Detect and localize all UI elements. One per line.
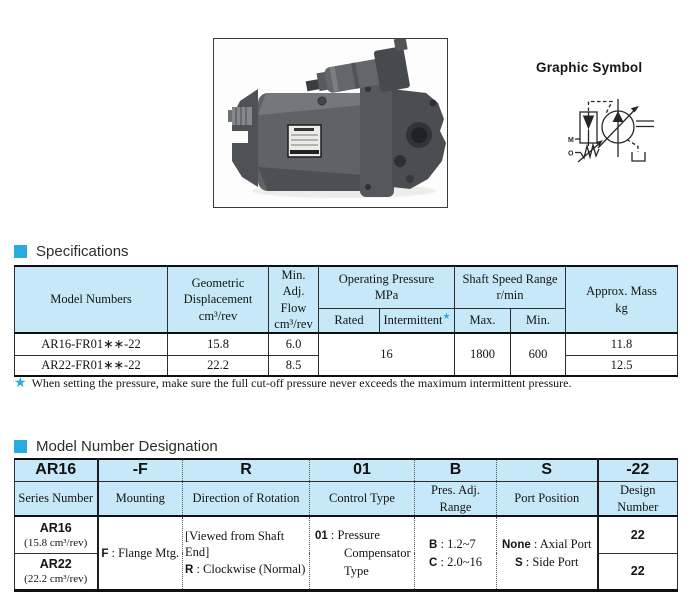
spec-row-ar16 (15, 333, 678, 355)
designation-label-row (15, 481, 678, 516)
graphic-symbol-title: Graphic Symbol (536, 60, 643, 75)
spec-footnote-text: When setting the pressure, make sure the full cut-off pressure never exceeds the maximum intermittent pressure. (31, 376, 572, 390)
blue-square-icon (14, 440, 27, 453)
spec-header-min: Min. (511, 308, 566, 333)
pump-photo (214, 39, 447, 207)
code-range: B (415, 459, 497, 481)
star-icon: ★ (442, 310, 451, 321)
specifications-table (14, 265, 678, 377)
series-ar16-cell: AR16 (15.8 cm³/rev) (15, 516, 98, 553)
symbol-port-o-label: O (568, 150, 574, 158)
specifications-heading-text: Specifications (36, 243, 129, 260)
designation-heading (14, 438, 218, 455)
label-control: Control Type (310, 481, 415, 516)
code-design: -22 (598, 459, 678, 481)
model-number-designation-table (14, 458, 678, 592)
spec-displacement-cell: 22.2 (168, 355, 269, 376)
spec-model-cell: AR16-FR01∗∗-22 (15, 333, 168, 355)
designation-code-row (15, 459, 678, 481)
series-ar22-cell: AR22 (22.2 cm³/rev) (15, 553, 98, 590)
spec-header-geometric-displacement: Geometric Displacement cm³/rev (168, 266, 269, 333)
port-position-cell: None : Axial Port S : Side Port (497, 516, 598, 590)
hydraulic-pump-symbol (540, 95, 660, 180)
pres-adj-range-cell: B : 1.2~7 C : 2.0~16 (415, 516, 497, 590)
label-mounting: Mounting (98, 481, 183, 516)
spec-model-cell: AR22-FR01∗∗-22 (15, 355, 168, 376)
spec-header-max: Max. (455, 308, 511, 333)
spec-header-rated: Rated (319, 308, 380, 333)
code-port: S (497, 459, 598, 481)
designation-body-row-ar16 (15, 516, 678, 553)
code-control: 01 (310, 459, 415, 481)
spec-header-min-adj-flow: Min. Adj. Flow cm³/rev (269, 266, 319, 333)
label-range: Pres. Adj. Range (415, 481, 497, 516)
spec-header-model-numbers: Model Numbers (15, 266, 168, 333)
code-series: AR16 (15, 459, 98, 481)
spec-flow-cell: 8.5 (269, 355, 319, 376)
code-rotation: R (183, 459, 310, 481)
design-number-ar22-cell: 22 (598, 553, 678, 590)
spec-speed-max-cell: 1800 (455, 333, 511, 376)
spec-mass-cell: 11.8 (566, 333, 678, 355)
spec-header-row-1 (15, 266, 678, 308)
label-port: Port Position (497, 481, 598, 516)
spec-displacement-cell: 15.8 (168, 333, 269, 355)
label-series: Series Number (15, 481, 98, 516)
code-mounting: -F (98, 459, 183, 481)
spec-pressure-cell: 16 (319, 333, 455, 376)
symbol-port-m-label: M (568, 137, 574, 144)
mounting-cell: F : Flange Mtg. (98, 516, 183, 590)
spec-flow-cell: 6.0 (269, 333, 319, 355)
spec-header-approx-mass: Approx. Mass kg (566, 266, 678, 333)
blue-square-icon (14, 245, 27, 258)
label-design: Design Number (598, 481, 678, 516)
spec-header-shaft-speed-range: Shaft Speed Range r/min (455, 266, 566, 308)
star-icon: ★ (14, 376, 27, 391)
design-number-ar16-cell: 22 (598, 516, 678, 553)
rotation-cell: [Viewed from Shaft End] R : Clockwise (Normal) (183, 516, 310, 590)
spec-speed-min-cell: 600 (511, 333, 566, 376)
pump-photo-frame (213, 38, 448, 208)
spec-mass-cell: 12.5 (566, 355, 678, 376)
spec-footnote (14, 375, 572, 392)
label-rotation: Direction of Rotation (183, 481, 310, 516)
spec-header-operating-pressure: Operating Pressure MPa (319, 266, 455, 308)
specifications-heading (14, 243, 129, 260)
control-type-cell: 01 : Pressure Compensator Type (310, 516, 415, 590)
designation-heading-text: Model Number Designation (36, 438, 218, 455)
spec-header-intermittent: Intermittent★ (380, 308, 455, 333)
